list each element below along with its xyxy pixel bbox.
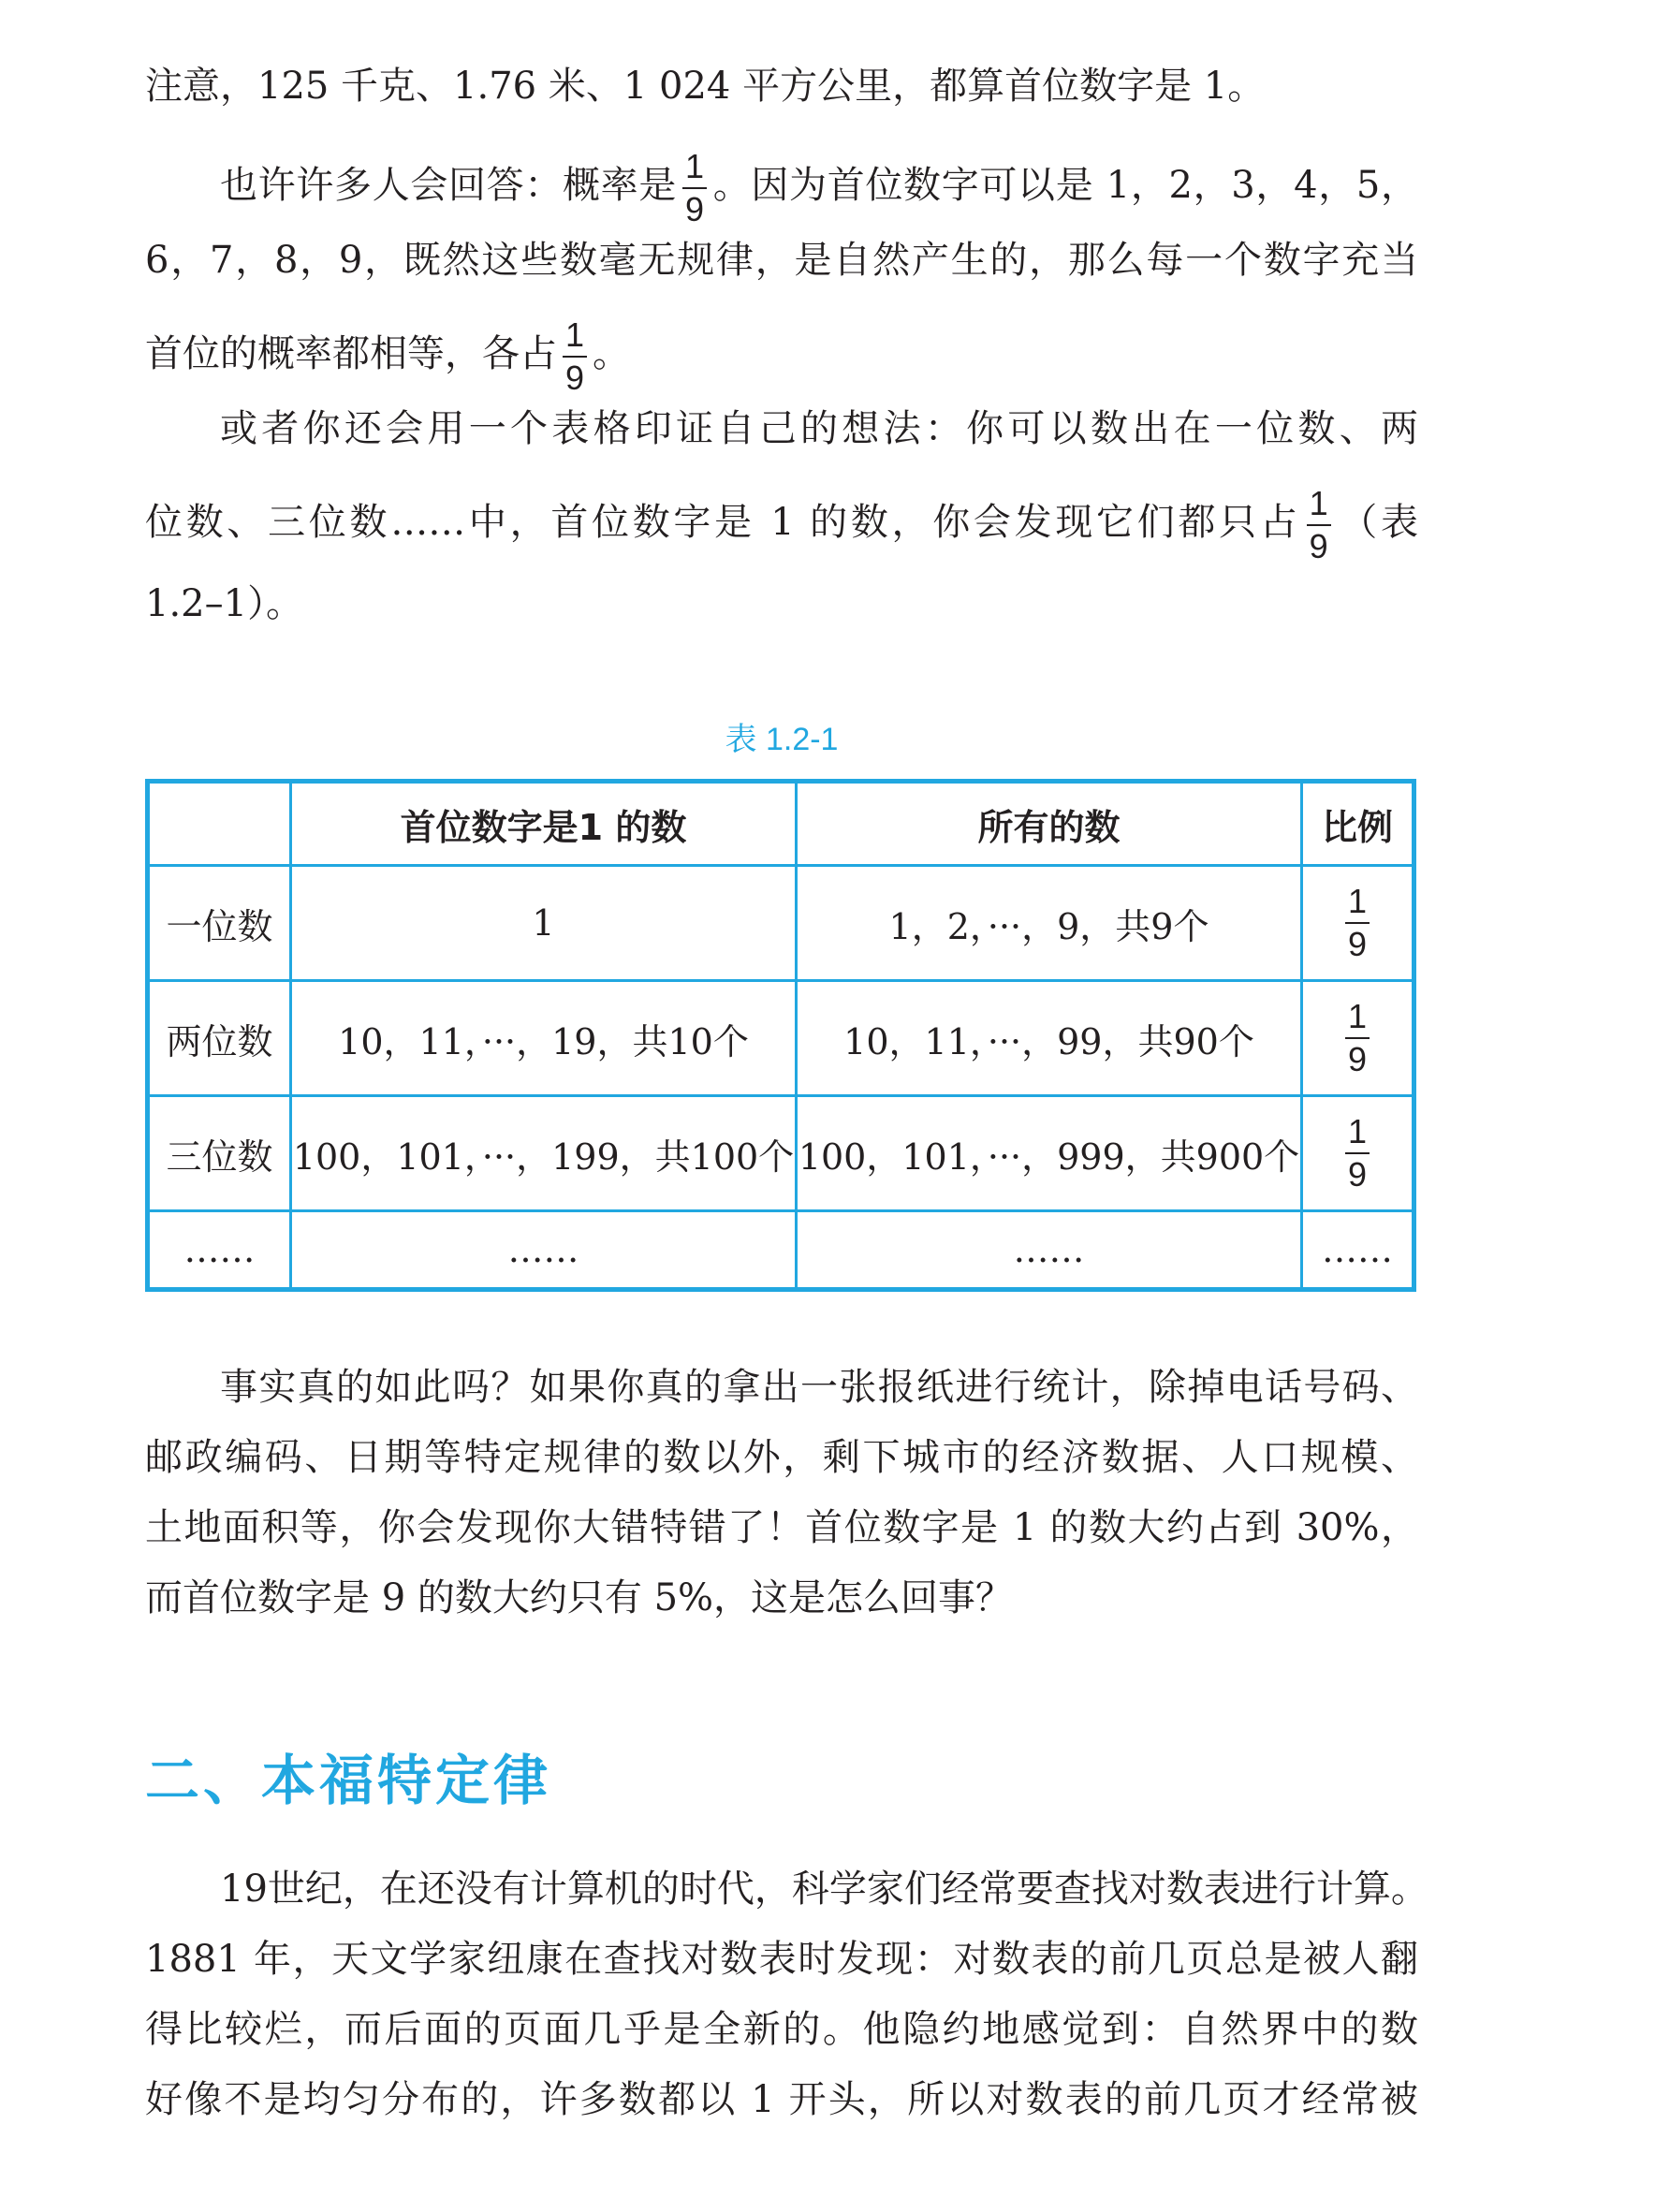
comparison-table	[145, 779, 1416, 1292]
para2-line1	[145, 147, 1418, 228]
ellipsis-cell: ……	[291, 1211, 797, 1290]
table-header-cell: 比例	[1302, 782, 1414, 866]
row-label: 一位数	[148, 866, 291, 981]
ellipsis-cell: ……	[148, 1211, 291, 1290]
para3-line3: 1.2–1）。	[145, 582, 304, 625]
all-numbers-cell: 10，11，···，99，共90个	[797, 981, 1302, 1096]
all-numbers-cell: 100，101，···，999，共900个	[797, 1096, 1302, 1211]
para2-line2: 6，7，8，9，既然这些数毫无规律，是自然产生的，那么每一个数字充当	[145, 239, 1418, 282]
table-row	[148, 1096, 1414, 1211]
para4-line2: 邮政编码、日期等特定规律的数以外，剩下城市的经济数据、人口规模、	[145, 1436, 1418, 1479]
row-label: 两位数	[148, 981, 291, 1096]
ellipsis-cell: ……	[797, 1211, 1302, 1290]
para2-line3	[145, 315, 1418, 397]
para5-line4: 好像不是均匀分布的，许多数都以 1 开头，所以对数表的前几页才经常被	[145, 2078, 1418, 2121]
para2-text-a: 也许许多人会回答：概率是	[220, 164, 677, 207]
ratio-cell	[1302, 1096, 1414, 1211]
table-header-cell: 所有的数	[797, 782, 1302, 866]
section-heading: 二、本福特定律	[145, 1749, 552, 1812]
para4-line3: 土地面积等，你会发现你大错特错了！首位数字是 1 的数大约占到 30%，	[145, 1506, 1418, 1549]
fraction-one-ninth: $\frac{1}{9}$	[1307, 487, 1331, 564]
para5-line3: 得比较烂，而后面的页面几乎是全新的。他隐约地感觉到：自然界中的数	[145, 2008, 1418, 2051]
para4-line1: 事实真的如此吗？如果你真的拿出一张报纸进行统计，除掉电话号码、	[220, 1366, 1418, 1409]
table-caption: 表 1.2-1	[725, 722, 839, 757]
table-row	[148, 981, 1414, 1096]
first-digit-one-cell: 1	[291, 866, 797, 981]
row-label: 三位数	[148, 1096, 291, 1211]
fraction-one-ninth: $\frac{1}{9}$	[563, 318, 587, 395]
fraction-one-ninth: $\frac{1}{9}$	[682, 150, 707, 227]
para3-text-b: （表	[1336, 501, 1418, 544]
ratio-cell	[1302, 981, 1414, 1096]
table-header-row	[148, 782, 1414, 866]
ellipsis-cell: ……	[1302, 1211, 1414, 1290]
para2-text-d: 。	[593, 332, 631, 375]
table-row-ellipsis	[148, 1211, 1414, 1290]
para1-line1: 注意，125 千克、1.76 米、1 024 平方公里，都算首位数字是 1。	[145, 65, 1266, 108]
para3-line2	[145, 484, 1418, 565]
ratio-cell	[1302, 866, 1414, 981]
para3-text-a: 位数、三位数……中，首位数字是 1 的数，你会发现它们都只占	[145, 501, 1301, 544]
para4-line4: 而首位数字是 9 的数大约只有 5%，这是怎么回事？	[145, 1576, 1014, 1619]
table-row	[148, 866, 1414, 981]
first-digit-one-cell: 10，11，···，19，共10个	[291, 981, 797, 1096]
first-digit-one-cell: 100，101，···，199，共100个	[291, 1096, 797, 1211]
para5-line1: 19世纪，在还没有计算机的时代，科学家们经常要查找对数表进行计算。	[220, 1868, 1428, 1911]
para2-text-c: 首位的概率都相等，各占	[145, 332, 557, 375]
table-header-cell	[148, 782, 291, 866]
para3-line1: 或者你还会用一个表格印证自己的想法：你可以数出在一位数、两	[220, 407, 1418, 450]
para2-text-b: 。因为首位数字可以是 1，2，3，4，5，	[712, 164, 1418, 207]
all-numbers-cell: 1，2，···，9，共9个	[797, 866, 1302, 981]
ratio-fraction: $\frac{1}{9}$	[1345, 1115, 1370, 1192]
table-header-cell: 首位数字是1 的数	[291, 782, 797, 866]
ratio-fraction: $\frac{1}{9}$	[1345, 885, 1370, 961]
para5-line2: 1881 年，天文学家纽康在查找对数表时发现：对数表的前几页总是被人翻	[145, 1938, 1418, 1981]
ratio-fraction: $\frac{1}{9}$	[1345, 1000, 1370, 1077]
